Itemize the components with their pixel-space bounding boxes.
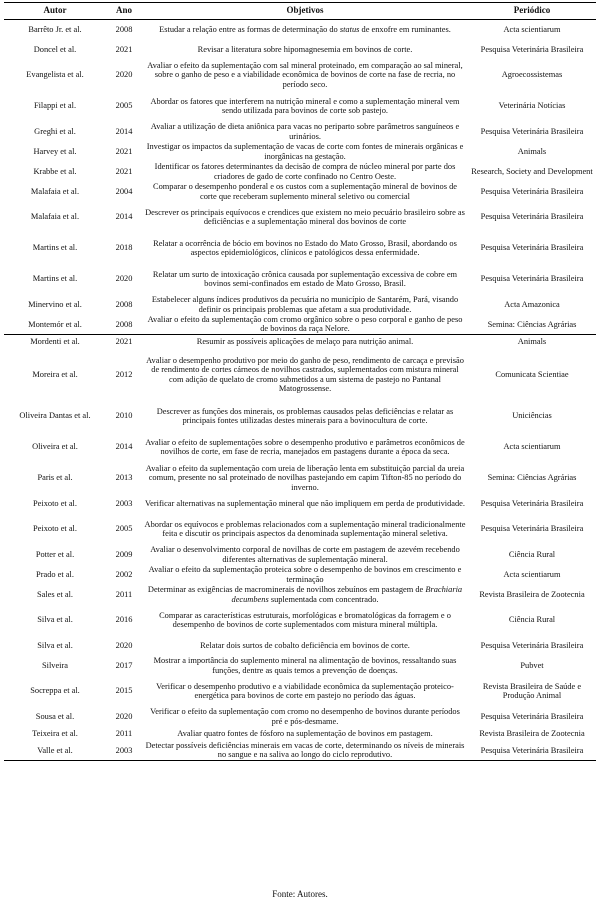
table-row: [4, 741, 596, 761]
cell-objetivo: Descrever os principais equívocos e crendices que existem no meio pecuário brasileiro sobre as deficiências e a suplementação mineral dos bovinos de corte: [145, 207, 465, 227]
table-row: [4, 295, 596, 315]
cell-ano: 2015: [115, 686, 133, 696]
cell-ano: 2021: [115, 146, 133, 156]
cell-periodico: Acta scientiarum: [503, 442, 561, 452]
cell-objetivo: Avaliar o efeito da suplementação com ureia de liberação lenta em substituição parcial da ureia comum, presente no sal proteinado de novilhas pastejando em capim Tifton-85 no período do inverno.: [145, 463, 465, 492]
cell-objetivo: Avaliar o efeito da suplementação com cromo orgânico sobre o peso corporal e ganho de peso de bovinos da raça Nelore.: [147, 314, 463, 334]
cell-autor: Potter et al.: [35, 549, 75, 559]
cell-autor: Montemór et al.: [28, 319, 82, 329]
cell-autor: Sousa et al.: [35, 711, 75, 721]
table-source: Fonte: Autores.: [272, 889, 328, 899]
cell-objetivo: Estudar a relação entre as formas de determinação do status de enxofre em ruminantes.: [159, 25, 451, 35]
table-row: [4, 182, 596, 202]
cell-periodico: Pesquisa Veterinária Brasileira: [480, 711, 584, 721]
cell-autor: Silveira: [41, 660, 69, 670]
table-row: [4, 585, 596, 605]
cell-periodico: Research, Society and Development: [471, 166, 593, 176]
cell-ano: 2014: [115, 126, 133, 136]
cell-ano: 2021: [106, 335, 142, 349]
cell-ano: 2021: [115, 44, 133, 54]
table-row: [4, 60, 596, 91]
cell-objetivo: Avaliar a utilização de dieta aniônica para vacas no periparto sobre parâmetros sanguíneos e urinários.: [150, 122, 460, 141]
table-row: [4, 122, 596, 142]
cell-objetivo: Verificar o efeito da suplementação com cromo no desempenho de bovinos durante períodos pré e pós-desmame.: [150, 707, 460, 726]
cell-autor: Moreira et al.: [32, 369, 78, 379]
cell-objetivo: Relatar dois surtos de cobalto deficiência em bovinos de corte.: [200, 640, 410, 650]
cell-ano: 2016: [115, 615, 133, 625]
cell-ano: 2003: [106, 741, 142, 761]
cell-periodico: Pesquisa Veterinária Brasileira: [480, 640, 584, 650]
cell-periodico: Acta scientiarum: [503, 569, 561, 579]
table-body: [4, 20, 596, 761]
cell-autor: Oliveira et al.: [32, 442, 78, 452]
cell-ano: 2008: [115, 299, 133, 309]
cell-autor: Prado et al.: [36, 569, 74, 579]
table-row: [4, 335, 596, 349]
cell-periodico: Acta Amazonica: [504, 299, 560, 309]
cell-periodico: Veterinária Notícias: [498, 101, 566, 111]
cell-objetivo: Abordar os fatores que interferem na nutrição mineral e como a suplementação mineral vem sendo utilizada para bovinos de corte sob pastejo.: [150, 96, 460, 116]
cell-autor: Oliveira Dantas et al.: [19, 411, 91, 421]
cell-objetivo: Detectar possíveis deficiências minerais em vacas de corte, determinando os níveis de minerais no sangue e na saliva ao longo do ciclo reprodutivo.: [142, 741, 468, 761]
cell-periodico: Pesquisa Veterinária Brasileira: [480, 44, 584, 54]
cell-periodico: Pesquisa Veterinária Brasileira: [480, 126, 584, 136]
cell-autor: Valle et al.: [4, 741, 106, 761]
table-row: [4, 707, 596, 727]
cell-objetivo: Avaliar o desempenho produtivo por meio do ganho de peso, rendimento de carcaça e previsão de rendimento de cortes cárneos de novilhos castrados, suplementados com mistura mineral com adição de quelato de cromo submetidos a um sistema de pastejo no Pantanal Matogrossense.: [146, 355, 464, 393]
cell-objetivo: Avaliar quatro fontes de fósforo na suplementação de bovinos em pastagem.: [177, 728, 433, 738]
cell-objetivo: Descrever as funções dos minerais, os problemas causados pelas deficiências e relatar as principais fontes utilizadas destes minerais para a bovinocultura de corte.: [156, 406, 454, 426]
cell-periodico: Animals: [468, 335, 596, 349]
table-row: [4, 349, 596, 401]
cell-autor: Barrêto Jr. et al.: [28, 25, 82, 35]
cell-autor: Socreppa et al.: [30, 686, 80, 696]
cell-objetivo: Avaliar o efeito da suplementação proteica sobre o desempenho de bovinos em crescimento e terminação: [148, 565, 462, 584]
table-row: [4, 432, 596, 463]
cell-ano: 2010: [115, 411, 133, 421]
cell-periodico: Pubvet: [520, 660, 544, 670]
cell-periodico: Uniciências: [512, 411, 552, 421]
cell-autor: Malafaia et al.: [30, 212, 80, 222]
table-row: [4, 605, 596, 636]
cell-autor: Greghi et al.: [34, 126, 76, 136]
cell-periodico: Acta scientiarum: [503, 25, 561, 35]
table-row: [4, 40, 596, 60]
cell-objetivo: Verificar alternativas na suplementação mineral que não impliquem em perda de produtividade.: [145, 498, 465, 508]
cell-ano: 2008: [115, 25, 133, 35]
cell-periodico: Ciência Rural: [508, 549, 556, 559]
cell-objetivo: Mostrar a importância do suplemento mineral na alimentação de bovinos, ressaltando suas funções, dentre as quais temos a prevenção de doenças.: [153, 656, 457, 675]
cell-objetivo: Determinar as exigências de macrominerais de novilhos zebuínos em pastagem de Brachiaria decumbens suplementada com concentrado.: [147, 585, 463, 604]
table-row: [4, 656, 596, 676]
cell-periodico: Revista Brasileira de Zootecnia: [479, 589, 585, 599]
cell-autor: Teixeira et al.: [32, 728, 78, 738]
cell-ano: 2003: [115, 498, 133, 508]
table-row: [4, 494, 596, 514]
cell-ano: 2011: [115, 728, 133, 738]
cell-ano: 2011: [115, 589, 133, 599]
cell-periodico: Animals: [517, 146, 547, 156]
cell-periodico: Pesquisa Veterinária Brasileira: [480, 243, 584, 253]
cell-ano: 2013: [115, 473, 133, 483]
cell-ano: 2017: [115, 660, 133, 670]
cell-ano: 2020: [115, 70, 133, 80]
cell-periodico: Pesquisa Veterinária Brasileira: [480, 212, 584, 222]
cell-autor: Paris et al.: [37, 473, 73, 483]
cell-objetivo: Relatar um surto de intoxicação crônica causada por suplementação excessiva de cobre em bovinos semi-confinados em estado de Mato Grosso, Brasil.: [152, 269, 458, 289]
cell-ano: 2021: [115, 166, 133, 176]
table-row: [4, 727, 596, 741]
cell-periodico: Pesquisa Veterinária Brasileira: [468, 741, 596, 761]
cell-periodico: Revista Brasileira de Saúde e Produção Animal: [482, 681, 582, 701]
cell-objetivo: Resumir as possíveis aplicações de melaço para nutrição animal.: [142, 335, 468, 349]
italic-term: status: [339, 25, 360, 35]
header-ano: Ano: [106, 3, 142, 20]
cell-ano: 2008: [115, 319, 133, 329]
table-row: [4, 142, 596, 162]
table-row: [4, 401, 596, 432]
cell-ano: 2005: [115, 101, 133, 111]
table-row: [4, 315, 596, 335]
cell-autor: Krabbe et al.: [33, 166, 77, 176]
header-objetivos: Objetivos: [142, 3, 468, 20]
table-row: [4, 463, 596, 494]
cell-periodico: Pesquisa Veterinária Brasileira: [480, 274, 584, 284]
cell-autor: Sales et al.: [36, 589, 74, 599]
table-row: [4, 676, 596, 707]
cell-ano: 2020: [115, 640, 133, 650]
cell-objetivo: Avaliar o efeito da suplementação com sal mineral proteinado, em comparação ao sal mineral, sobre o ganho de peso e a viabilidade econômica de bovinos de corte na fase de recria, no período seco.: [147, 60, 463, 89]
cell-autor: Martins et al.: [32, 243, 78, 253]
cell-periodico: Ciência Rural: [508, 615, 556, 625]
cell-ano: 2005: [115, 524, 133, 534]
cell-periodico: Comunicata Scientiae: [495, 369, 569, 379]
cell-autor: Silva et al.: [37, 640, 73, 650]
cell-objetivo: Avaliar o efeito de suplementações sobre o desempenho produtivo e parâmetros econômicos de novilhos de corte, em fase de recria, manejados em pastagens durante a época da seca.: [145, 437, 465, 457]
table-header: [4, 3, 596, 20]
cell-autor: Evangelista et al.: [26, 70, 84, 80]
header-autor: Autor: [4, 3, 106, 20]
table-row: [4, 514, 596, 545]
cell-autor: Peixoto et al.: [33, 498, 77, 508]
cell-periodico: Agroecossistemas: [501, 70, 563, 80]
cell-ano: 2002: [115, 569, 133, 579]
cell-autor: Peixoto et al.: [33, 524, 77, 534]
table-row: [4, 545, 596, 565]
table-row: [4, 91, 596, 122]
table-row: [4, 264, 596, 295]
cell-ano: 2014: [115, 212, 133, 222]
cell-objetivo: Comparar o desempenho ponderal e os custos com a suplementação mineral de bovinos de corte que receberam suplemento mineral seletivo ou comercial: [153, 182, 457, 201]
cell-periodico: Pesquisa Veterinária Brasileira: [480, 524, 584, 534]
literature-table: [4, 2, 596, 761]
cell-periodico: Pesquisa Veterinária Brasileira: [480, 498, 584, 508]
cell-autor: Filappi et al.: [33, 101, 77, 111]
cell-objetivo: Verificar o desempenho produtivo e a viabilidade econômica da suplementação proteico-energética para bovinos de corte em pastejo no período das águas.: [156, 681, 454, 701]
table-row: [4, 162, 596, 182]
cell-autor: Doncel et al.: [33, 44, 77, 54]
cell-objetivo: Estabelecer alguns índices produtivos da pecuária no município de Santarém, Pará, visando definir os principais problemas que afetam a sua produtividade.: [151, 295, 459, 314]
cell-objetivo: Comparar as características estruturais, morfológicas e bromatológicas da forragem e o desempenho de bovinos de corte suplementados com mistura mineral múltipla.: [159, 610, 451, 630]
table-row: [4, 202, 596, 233]
cell-autor: Harvey et al.: [33, 146, 77, 156]
cell-ano: 2004: [115, 186, 133, 196]
cell-objetivo: Identificar os fatores determinantes da decisão de compra de núcleo mineral por parte dos criadores de gado de corte confinado no Centro Oeste.: [154, 162, 456, 181]
cell-autor: Silva et al.: [37, 615, 73, 625]
cell-periodico: Semina: Ciências Agrárias: [487, 319, 577, 329]
cell-ano: 2009: [115, 549, 133, 559]
cell-periodico: Revista Brasileira de Zootecnia: [479, 728, 585, 738]
cell-objetivo: Relatar a ocorrência de bócio em bovinos no Estado do Mato Grosso, Brasil, abordando os aspectos epidemiológicos, clínicos e patológicos dessa enfermidade.: [153, 238, 457, 258]
header-periodico: Periódico: [468, 3, 596, 20]
cell-autor: Martins et al.: [32, 274, 78, 284]
cell-objetivo: Revisar a literatura sobre hipomagnesemia em bovinos de corte.: [197, 44, 413, 54]
table-row: [4, 20, 596, 40]
cell-periodico: Pesquisa Veterinária Brasileira: [480, 186, 584, 196]
cell-ano: 2018: [115, 243, 133, 253]
table-row: [4, 636, 596, 656]
table-row: [4, 233, 596, 264]
cell-periodico: Semina: Ciências Agrárias: [487, 473, 577, 483]
cell-objetivo: Investigar os impactos da suplementação de vacas de corte com fontes de minerais orgânicas e inorgânicas na gestação.: [146, 142, 464, 161]
cell-objetivo: Abordar os equívocos e problemas relacionados com a suplementação mineral tradicionalmente feita e discutir os principais aspectos da denominada suplementação mineral seletiva.: [144, 519, 466, 539]
cell-ano: 2014: [115, 442, 133, 452]
italic-term: Brachiaria decumbens: [231, 585, 463, 604]
cell-ano: 2020: [115, 711, 133, 721]
cell-autor: Minervino et al.: [28, 299, 82, 309]
cell-autor: Mordenti et al.: [4, 335, 106, 349]
cell-ano: 2012: [115, 369, 133, 379]
table-row: [4, 565, 596, 585]
cell-objetivo: Avaliar o desenvolvimento corporal de novilhas de corte em pastagem de azevém recebendo diferentes alternativas de suplementação mineral.: [150, 545, 460, 564]
cell-ano: 2020: [115, 274, 133, 284]
cell-autor: Malafaia et al.: [30, 186, 80, 196]
